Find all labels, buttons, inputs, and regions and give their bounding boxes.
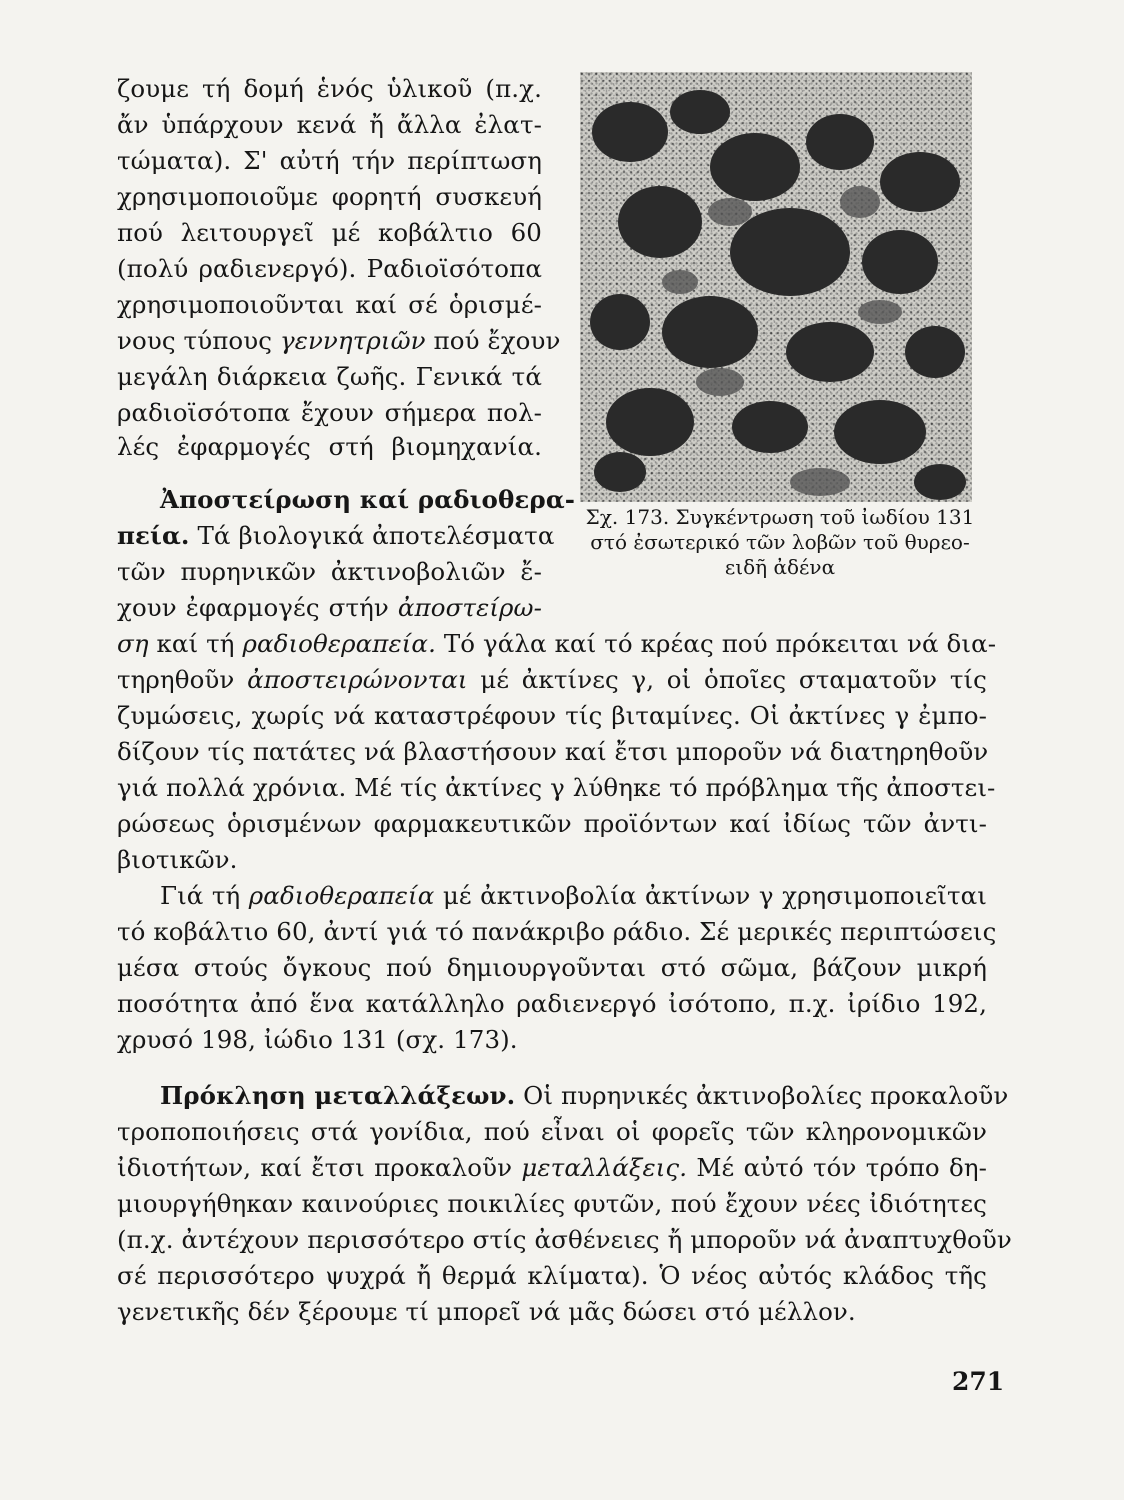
- text-line: χουν ἐφαρμογές στήν ἀποστείρω-: [117, 593, 542, 622]
- text-line: βιοτικῶν.: [117, 845, 238, 874]
- text-line: μεγάλη διάρκεια ζωῆς. Γενικά τά: [117, 362, 542, 391]
- text-line: μέσα στούς ὄγκους πού δημιουργοῦνται στό σῶμα, βάζουν μικρή: [117, 953, 987, 982]
- text-line: τροποποιήσεις στά γονίδια, πού εἶναι οἱ φορεῖς τῶν κληρονομικῶν: [117, 1117, 987, 1146]
- text-line: ζουμε τή δομή ἑνός ὑλικοῦ (π.χ.: [117, 74, 542, 103]
- text-line: λές ἐφαρμογές στή βιομηχανία.: [117, 432, 542, 461]
- text-line: δίζουν τίς πατάτες νά βλαστήσουν καί ἔτσι μποροῦν νά διατηρηθοῦν: [117, 737, 989, 766]
- figure-image: [580, 72, 972, 502]
- text-line: πού λειτουργεῖ μέ κοβάλτιο 60: [117, 218, 542, 247]
- text-line: τηρηθοῦν ἀποστειρώνονται μέ ἀκτίνες γ, οἱ ὁποῖες σταματοῦν τίς: [117, 665, 987, 694]
- text-line: σέ περισσότερο ψυχρά ἤ θερμά κλίματα). Ὁ νέος αὐτός κλάδος τῆς: [117, 1261, 987, 1290]
- text-line: μιουργήθηκαν καινούριες ποικιλίες φυτῶν, πού ἔχουν νέες ἰδιότητες: [117, 1189, 987, 1218]
- text-line: γιά πολλά χρόνια. Μέ τίς ἀκτίνες γ λύθηκε τό πρόβλημα τῆς ἀποστει-: [117, 773, 996, 802]
- text-line: τῶν πυρηνικῶν ἀκτινοβολιῶν ἔ-: [117, 557, 542, 586]
- text-line: γενετικῆς δέν ξέρουμε τί μπορεῖ νά μᾶς δώσει στό μέλλον.: [117, 1297, 856, 1326]
- section-heading: Ἀποστείρωση καί ραδιοθερα-: [160, 485, 576, 514]
- text-line: (π.χ. ἀντέχουν περισσότερο στίς ἀσθένειες ἤ μποροῦν νά ἀναπτυχθοῦν: [117, 1225, 1012, 1254]
- text-line: ση καί τή ραδιοθεραπεία. Τό γάλα καί τό κρέας πού πρόκειται νά δια-: [117, 629, 997, 658]
- text-line: (πολύ ραδιενεργό). Ραδιοϊσότοπα: [117, 254, 542, 283]
- figure-caption: στό ἐσωτερικό τῶν λοβῶν τοῦ θυρεο-: [590, 530, 970, 554]
- text-line: χρησιμοποιοῦμε φορητή συσκευή: [117, 182, 542, 211]
- text-line: ἄν ὑπάρχουν κενά ἤ ἄλλα ἐλατ-: [117, 110, 542, 139]
- thyroid-scan-illustration: [580, 72, 972, 502]
- text-line: πεία. Τά βιολογικά ἀποτελέσματα: [117, 521, 555, 550]
- text-line: χρησιμοποιοῦνται καί σέ ὁρισμέ-: [117, 290, 542, 319]
- text-line: Γιά τή ραδιοθεραπεία μέ ἀκτινοβολία ἀκτίνων γ χρησιμοποιεῖται: [160, 881, 987, 910]
- text-line: τό κοβάλτιο 60, ἀντί γιά τό πανάκριβο ράδιο. Σέ μερικές περιπτώσεις: [117, 917, 997, 946]
- text-line: ποσότητα ἀπό ἕνα κατάλληλο ραδιενεργό ἰσότοπο, π.χ. ἰρίδιο 192,: [117, 989, 987, 1018]
- text-line: τώματα). Σ' αὐτή τήν περίπτωση: [117, 146, 542, 175]
- text-line: ραδιοϊσότοπα ἔχουν σήμερα πολ-: [117, 398, 542, 427]
- page-number: 271: [952, 1367, 1005, 1396]
- text-line: χρυσό 198, ἰώδιο 131 (σχ. 173).: [117, 1025, 518, 1054]
- figure-caption: ειδῆ ἀδένα: [724, 555, 836, 579]
- text-line: ἰδιοτήτων, καί ἔτσι προκαλοῦν μεταλλάξεις. Μέ αὐτό τόν τρόπο δη-: [117, 1153, 987, 1182]
- text-line: ζυμώσεις, χωρίς νά καταστρέφουν τίς βιταμίνες. Οἱ ἀκτίνες γ ἐμπο-: [117, 701, 987, 730]
- figure-caption: Σχ. 173. Συγκέντρωση τοῦ ἰωδίου 131: [585, 505, 975, 529]
- text-line: Πρόκληση μεταλλάξεων. Οἱ πυρηνικές ἀκτινοβολίες προκαλοῦν: [160, 1081, 1009, 1110]
- text-line: ρώσεως ὁρισμένων φαρμακευτικῶν προϊόντων καί ἰδίως τῶν ἀντι-: [117, 809, 987, 838]
- text-line: νους τύπους γεννητριῶν πού ἔχουν: [117, 326, 561, 355]
